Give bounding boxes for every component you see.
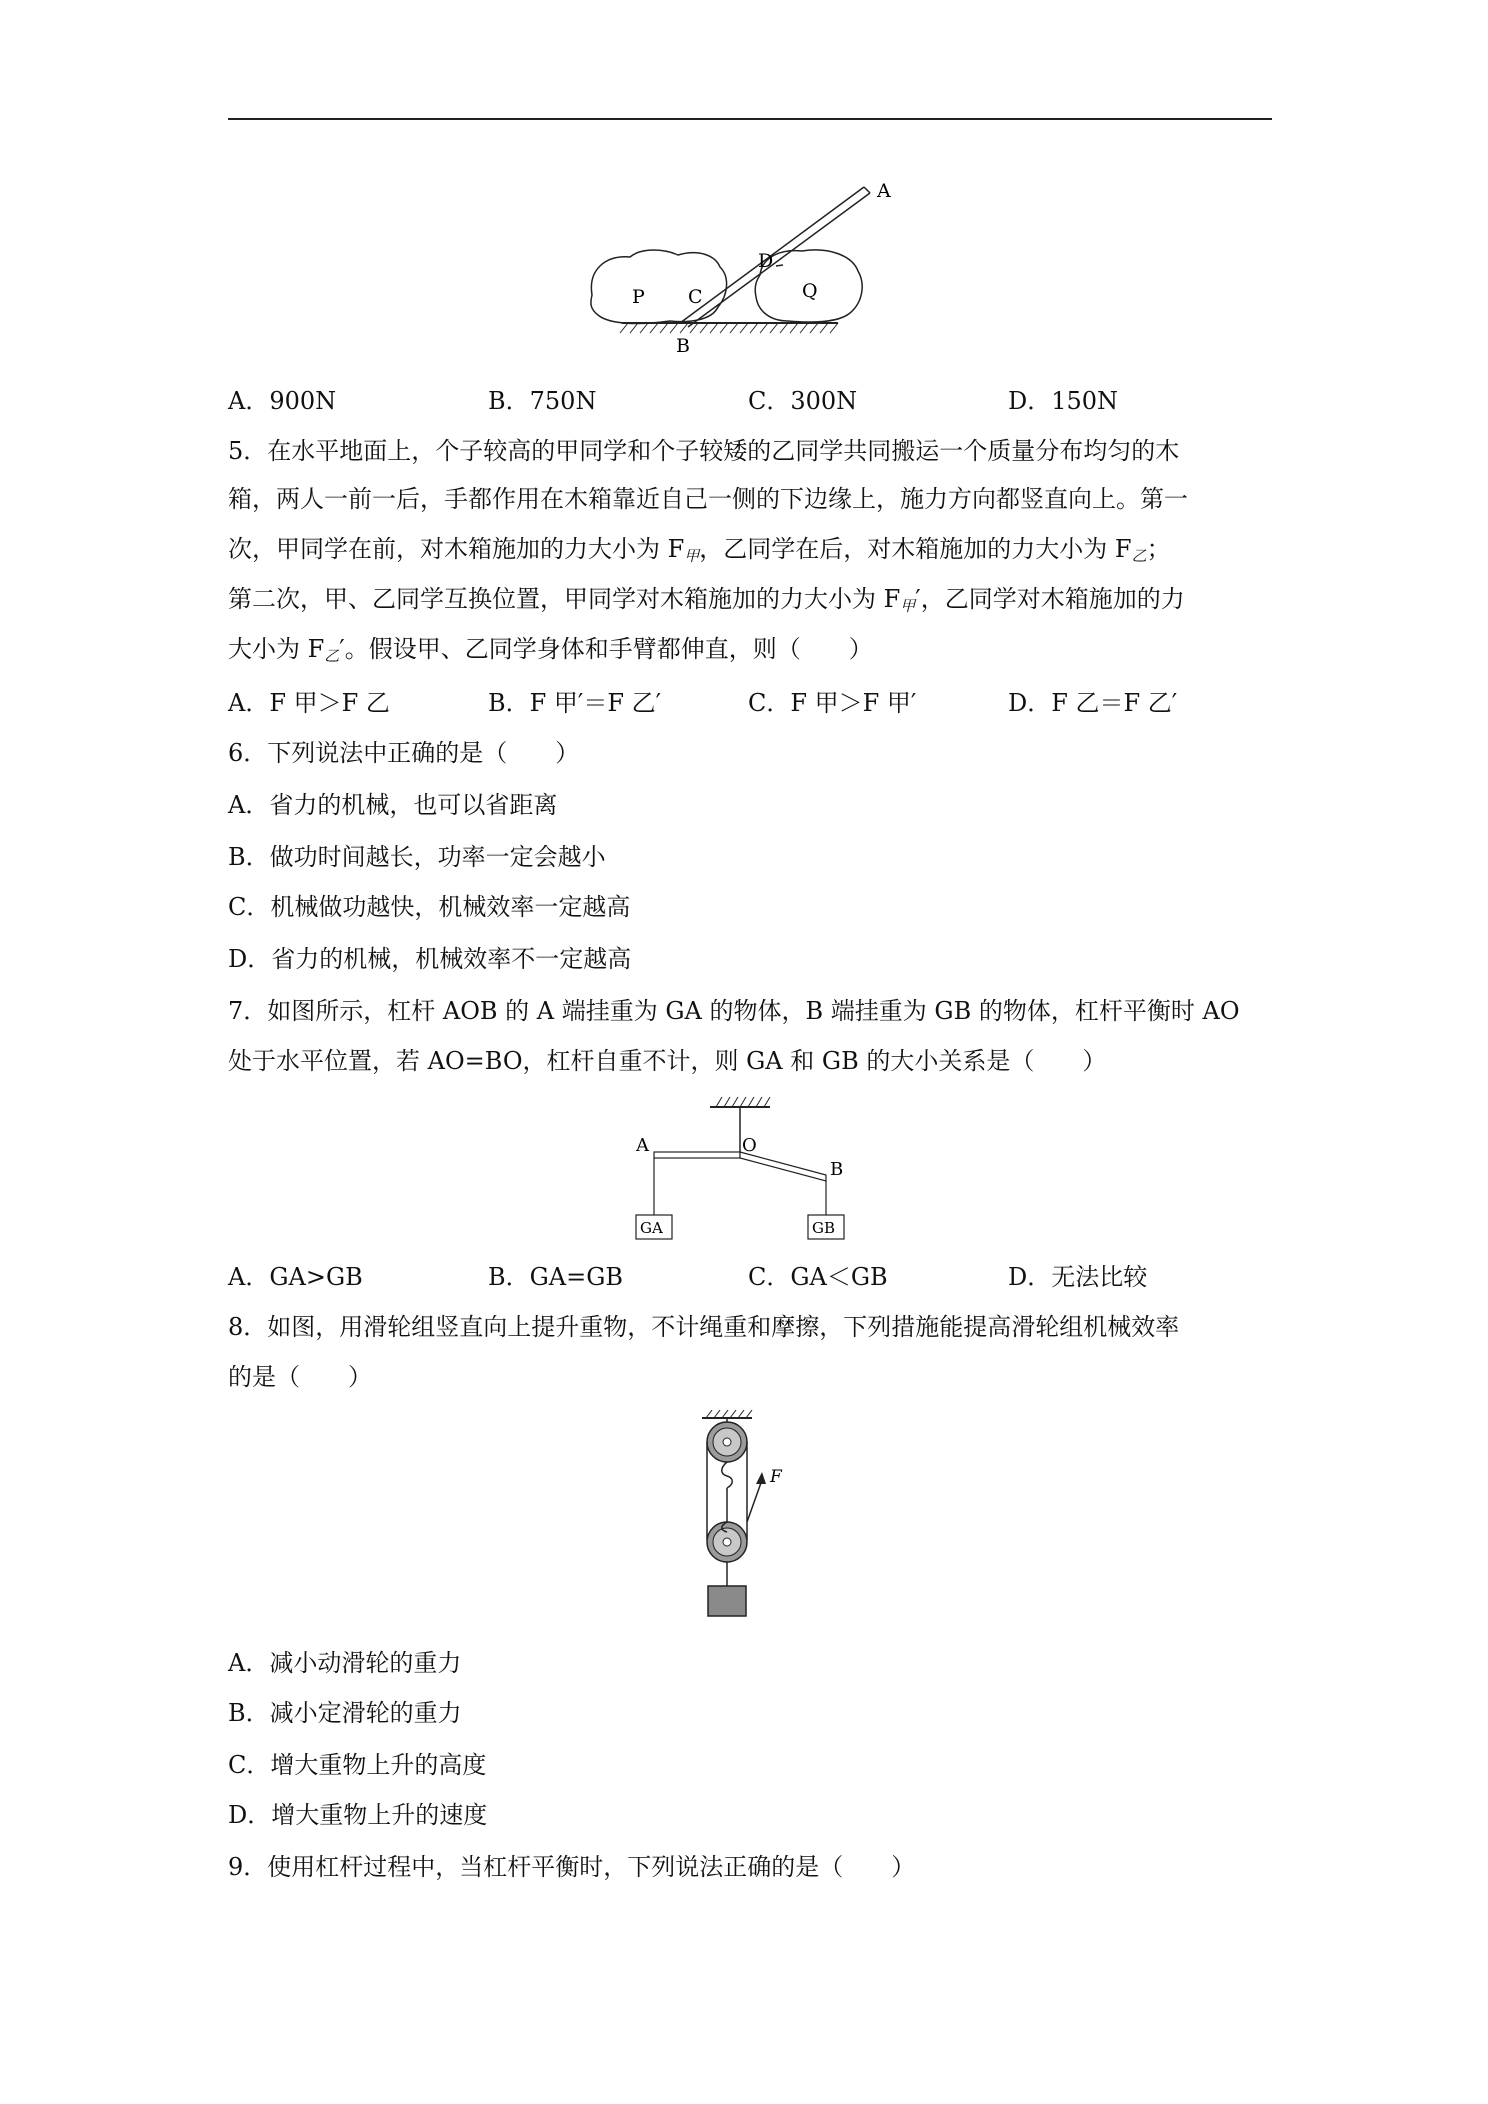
label-q: Q — [802, 280, 818, 302]
q7-option-a: A．GA>GB — [228, 1263, 363, 1291]
lever-rocks-figure — [580, 175, 920, 365]
label-b: B — [676, 335, 690, 357]
q5-line-3: 次，甲同学在前，对木箱施加的力大小为 $F_甲$，乙同学在后，对木箱施加的力大小为 $F_乙$； — [228, 535, 1171, 565]
q6-option-a: A．省力的机械，也可以省距离 — [228, 791, 558, 819]
q5-line-4: 第二次，甲、乙同学互换位置，甲同学对木箱施加的力大小为 $F_甲'$，乙同学对木箱施加的力 — [228, 585, 1185, 615]
q5-option-b: B．F 甲′＝F 乙′ — [488, 689, 662, 717]
label-o: O — [742, 1135, 757, 1156]
q4-option-c: C．300N — [748, 387, 858, 415]
q5-line-2: 箱，两人一前一后，手都作用在木箱靠近自己一侧的下边缘上，施力方向都竖直向上。第一 — [228, 485, 1188, 513]
q5-option-c: C．F 甲＞F 甲′ — [748, 689, 917, 717]
label-c: C — [688, 286, 703, 308]
q5-option-d: D．F 乙＝F 乙′ — [1008, 689, 1178, 717]
label-a: A — [636, 1135, 649, 1156]
q5-option-a: A．F 甲＞F 乙 — [228, 689, 390, 717]
q6-stem: 6．下列说法中正确的是（ ） — [228, 739, 580, 767]
label-a: A — [877, 180, 891, 202]
q4-option-d: D．150N — [1008, 387, 1119, 415]
q6-option-b: B．做功时间越长，功率一定会越小 — [228, 843, 606, 871]
header-rule — [228, 118, 1272, 120]
rock-p — [591, 250, 727, 323]
q7-line-2: 处于水平位置，若 AO=BO，杠杆自重不计，则 GA 和 GB 的大小关系是（ ） — [228, 1047, 1107, 1075]
q6-option-c: C．机械做功越快，机械效率一定越高 — [228, 893, 631, 921]
q6-option-d: D．省力的机械，机械效率不一定越高 — [228, 945, 632, 973]
label-b: B — [830, 1159, 844, 1180]
q8-option-d: D．增大重物上升的速度 — [228, 1801, 488, 1829]
q8-line-1: 8．如图，用滑轮组竖直向上提升重物，不计绳重和摩擦，下列措施能提高滑轮组机械效率 — [228, 1313, 1180, 1341]
label-p: P — [632, 286, 645, 308]
q7-line-1: 7．如图所示，杠杆 AOB 的 A 端挂重为 GA 的物体，B 端挂重为 GB 的物体，杠杆平衡时 AO — [228, 997, 1240, 1025]
pulley-figure — [690, 1410, 800, 1630]
q5-line-5: 大小为 $F_乙'$。假设甲、乙同学身体和手臂都伸直，则（ ） — [228, 635, 873, 665]
q4-option-b: B．750N — [488, 387, 597, 415]
label-gb: GB — [812, 1219, 836, 1237]
q7-option-b: B．GA=GB — [488, 1263, 624, 1291]
q4-option-a: A．900N — [228, 387, 337, 415]
q8-line-2: 的是（ ） — [228, 1363, 372, 1391]
q8-option-b: B．减小定滑轮的重力 — [228, 1699, 462, 1727]
lever-aob-figure — [630, 1095, 870, 1245]
q7-option-c: C．GA＜GB — [748, 1263, 888, 1291]
q9-stem: 9．使用杠杆过程中，当杠杆平衡时，下列说法正确的是（ ） — [228, 1853, 916, 1881]
q8-option-c: C．增大重物上升的高度 — [228, 1751, 487, 1779]
label-f: F — [770, 1467, 782, 1487]
label-ga: GA — [640, 1219, 663, 1237]
q7-option-d: D．无法比较 — [1008, 1263, 1148, 1291]
q8-option-a: A．减小动滑轮的重力 — [228, 1649, 462, 1677]
q5-line-1: 5．在水平地面上，个子较高的甲同学和个子较矮的乙同学共同搬运一个质量分布均匀的木 — [228, 437, 1180, 465]
label-d: D — [758, 250, 774, 272]
